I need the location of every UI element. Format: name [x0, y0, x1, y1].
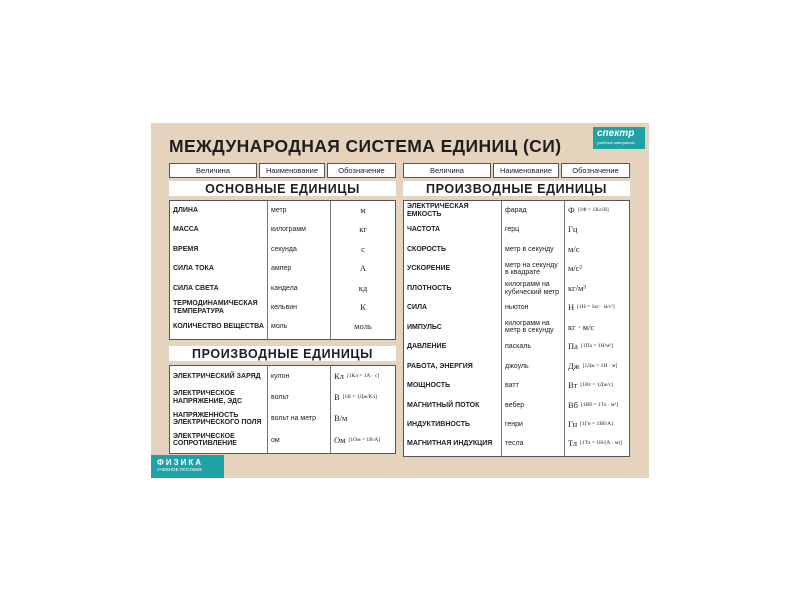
- unit-name-cell: [502, 220, 564, 239]
- unit-name-cell: [502, 337, 564, 356]
- unit-definition-text: [1В = 1Дж/Кл]: [342, 394, 377, 401]
- unit-symbol-cell: [331, 366, 395, 387]
- unit-definition-text: [1Па = 1Н/м²]: [580, 343, 613, 350]
- unit-name-text: ватт: [505, 382, 519, 390]
- quantity-text: СИЛА СВЕТА: [173, 284, 219, 292]
- unit-symbol-text: Па: [568, 341, 578, 352]
- unit-definition-text: [1Ом = 1В/А]: [348, 436, 381, 443]
- unit-name-cell: [502, 396, 564, 415]
- si-units-poster: [151, 123, 649, 478]
- unit-symbol-cell: [565, 298, 629, 317]
- unit-name-cell: [502, 279, 564, 298]
- quantity-text: КОЛИЧЕСТВО ВЕЩЕСТВА: [173, 323, 264, 331]
- unit-name-text: метр в секунду: [505, 245, 554, 253]
- unit-symbol-cell: [331, 259, 395, 278]
- quantity-cell: [170, 366, 267, 387]
- unit-definition-text: [1Кл = 1А · с]: [346, 372, 380, 379]
- header-quantity: Величина: [169, 163, 257, 178]
- quantity-text: СКОРОСТЬ: [407, 245, 446, 253]
- unit-symbol-text: Дж: [568, 360, 580, 371]
- unit-symbol-text: К: [360, 302, 366, 313]
- quantity-cell: [170, 279, 267, 298]
- unit-symbol-text: Тл: [568, 438, 578, 449]
- unit-name-cell: [268, 201, 330, 220]
- unit-symbol-cell: [331, 220, 395, 239]
- quantity-text: ИНДУКТИВНОСТЬ: [407, 420, 471, 428]
- quantity-text: ДЛИНА: [173, 206, 199, 214]
- unit-symbol-text: кг: [359, 224, 367, 235]
- quantity-column: [404, 201, 501, 456]
- unit-symbol-cell: [565, 279, 629, 298]
- unit-symbol-text: моль: [354, 321, 372, 332]
- section-title-derived-left: ПРОИЗВОДНЫЕ ЕДИНИЦЫ: [169, 346, 396, 361]
- unit-symbol-cell: [565, 376, 629, 395]
- unit-name-text: метр: [271, 206, 287, 214]
- logo-subtitle: учебные материалы: [597, 140, 635, 145]
- quantity-text: ЭЛЕКТРИЧЕСКОЕ НАПРЯЖЕНИЕ, ЭДС: [173, 390, 243, 405]
- unit-name-text: ом: [271, 436, 280, 444]
- unit-name-cell: [268, 259, 330, 278]
- unit-symbol-text: м: [360, 204, 366, 215]
- unit-symbol-cell: [331, 279, 395, 298]
- unit-symbol-text: Ом: [334, 434, 346, 445]
- quantity-text: ЭЛЕКТРИЧЕСКАЯ ЕМКОСТЬ: [407, 203, 469, 218]
- unit-definition-text: [1Ф = 1Кл/В]: [577, 206, 609, 213]
- unit-symbol-text: с: [361, 243, 365, 254]
- quantity-text: МАГНИТНАЯ ИНДУКЦИЯ: [407, 440, 493, 448]
- unit-name-cell: [268, 409, 330, 430]
- quantity-text: ИМПУЛЬС: [407, 323, 442, 331]
- unit-symbol-cell: [331, 201, 395, 220]
- unit-symbol-cell: [331, 430, 395, 451]
- unit-symbol-cell: [565, 337, 629, 356]
- unit-name-text: генри: [505, 420, 523, 428]
- unit-definition-text: [1Гн = 1Вб/А]: [580, 420, 614, 427]
- unit-symbol-text: м/с: [568, 243, 580, 254]
- symbol-column: [564, 201, 629, 456]
- unit-name-text: вольт на метр: [271, 415, 316, 423]
- unit-name-cell: [502, 434, 564, 453]
- section-title-derived-right: ПРОИЗВОДНЫЕ ЕДИНИЦЫ: [403, 181, 630, 196]
- unit-name-cell: [268, 430, 330, 451]
- unit-name-cell: [502, 357, 564, 376]
- quantity-cell: [170, 430, 267, 451]
- unit-name-cell: [268, 366, 330, 387]
- quantity-cell: [404, 357, 501, 376]
- unit-symbol-text: В: [334, 392, 340, 403]
- quantity-cell: [404, 337, 501, 356]
- left-column: [169, 163, 396, 454]
- right-column: [403, 163, 630, 457]
- unit-definition-text: [1Н = 1кг · м/с²]: [577, 304, 615, 311]
- unit-name-cell: [268, 298, 330, 317]
- base-units-table: [169, 200, 396, 340]
- quantity-cell: [404, 259, 501, 278]
- unit-definition-text: [1Вт = 1Дж/с]: [580, 382, 613, 389]
- logo-word: спектр: [597, 128, 635, 139]
- unit-name-text: вольт: [271, 394, 289, 402]
- unit-name-cell: [502, 376, 564, 395]
- unit-name-cell: [502, 298, 564, 317]
- quantity-cell: [404, 318, 501, 337]
- symbol-column: [330, 201, 395, 339]
- unit-name-cell: [502, 201, 564, 220]
- name-column: [267, 366, 330, 453]
- unit-symbol-cell: [565, 415, 629, 434]
- unit-symbol-cell: [565, 259, 629, 278]
- unit-symbol-text: Вт: [568, 380, 578, 391]
- unit-name-text: тесла: [505, 440, 524, 448]
- quantity-text: РАБОТА, ЭНЕРГИЯ: [407, 362, 473, 370]
- quantity-column: [170, 201, 267, 339]
- symbol-column: [330, 366, 395, 453]
- quantity-cell: [170, 220, 267, 239]
- unit-name-text: кельвин: [271, 304, 298, 312]
- unit-symbol-cell: [331, 387, 395, 408]
- quantity-text: ЭЛЕКТРИЧЕСКИЙ ЗАРЯД: [173, 372, 261, 380]
- unit-name-text: ньютон: [505, 304, 529, 312]
- unit-symbol-text: А: [359, 263, 367, 274]
- unit-name-cell: [502, 240, 564, 259]
- unit-name-text: секунда: [271, 245, 297, 253]
- badge-subtitle: УЧЕБНОЕ ПОСОБИЕ: [157, 467, 203, 472]
- section-title-base-units: ОСНОВНЫЕ ЕДИНИЦЫ: [169, 181, 396, 196]
- unit-symbol-text: м/с²: [568, 263, 583, 274]
- unit-name-cell: [502, 318, 564, 337]
- unit-symbol-text: кг · м/с: [568, 321, 595, 332]
- unit-symbol-text: Ф: [568, 204, 575, 215]
- unit-name-text: кандела: [271, 284, 298, 292]
- quantity-text: СИЛА: [407, 304, 428, 312]
- unit-name-cell: [502, 415, 564, 434]
- unit-name-text: паскаль: [505, 343, 532, 351]
- unit-name-text: килограмм на кубический метр: [505, 281, 560, 296]
- quantity-cell: [404, 220, 501, 239]
- name-column: [501, 201, 564, 456]
- quantity-text: НАПРЯЖЕННОСТЬ ЭЛЕКТРИЧЕСКОГО ПОЛЯ: [173, 411, 262, 427]
- unit-name-cell: [268, 387, 330, 408]
- header-name: Наименование: [493, 163, 559, 178]
- unit-name-cell: [268, 318, 330, 337]
- quantity-text: ВРЕМЯ: [173, 245, 199, 253]
- unit-symbol-cell: [331, 298, 395, 317]
- unit-symbol-cell: [565, 201, 629, 220]
- unit-symbol-cell: [565, 240, 629, 259]
- unit-name-text: моль: [271, 323, 288, 331]
- unit-symbol-text: Гц: [568, 224, 578, 235]
- unit-symbol-cell: [565, 434, 629, 453]
- quantity-text: МОЩНОСТЬ: [407, 382, 451, 390]
- unit-symbol-cell: [331, 318, 395, 337]
- unit-symbol-text: кг/м³: [568, 282, 586, 293]
- unit-symbol-cell: [565, 357, 629, 376]
- unit-symbol-cell: [565, 318, 629, 337]
- quantity-cell: [404, 415, 501, 434]
- unit-name-text: вебер: [505, 401, 525, 409]
- quantity-text: ДАВЛЕНИЕ: [407, 343, 447, 351]
- unit-name-text: килограмм: [271, 226, 306, 234]
- unit-symbol-text: Н: [568, 302, 575, 313]
- unit-definition-text: [1Дж = 1Н · м]: [582, 362, 618, 369]
- header-symbol: Обозначение: [561, 163, 630, 178]
- quantity-text: МАССА: [173, 226, 199, 234]
- quantity-cell: [170, 259, 267, 278]
- unit-name-cell: [268, 220, 330, 239]
- unit-symbol-cell: [331, 240, 395, 259]
- unit-name-text: метр на секунду в квадрате: [505, 261, 558, 277]
- publisher-logo: [593, 127, 645, 149]
- quantity-cell: [404, 279, 501, 298]
- unit-name-text: ампер: [271, 265, 292, 273]
- unit-name-cell: [268, 240, 330, 259]
- unit-symbol-text: Кл: [334, 370, 344, 381]
- right-header-row: [403, 163, 630, 178]
- quantity-text: ТЕРМОДИНАМИЧЕСКАЯ ТЕМПЕРАТУРА: [173, 300, 258, 315]
- header-symbol: Обозначение: [327, 163, 396, 178]
- quantity-column: [170, 366, 267, 453]
- unit-definition-text: [1Тл = 1Н/(А · м)]: [580, 440, 623, 447]
- quantity-text: ЭЛЕКТРИЧЕСКОЕ СОПРОТИВЛЕНИЕ: [173, 432, 237, 448]
- unit-name-text: фарад: [505, 206, 527, 214]
- unit-name-text: герц: [505, 226, 520, 234]
- unit-name-text: килограмм на метр в секунду: [505, 319, 554, 335]
- unit-symbol-text: Вб: [568, 399, 578, 410]
- quantity-text: УСКОРЕНИЕ: [407, 265, 451, 273]
- quantity-cell: [170, 201, 267, 220]
- quantity-cell: [170, 387, 267, 408]
- quantity-cell: [404, 396, 501, 415]
- unit-name-text: кулон: [271, 372, 290, 380]
- quantity-text: МАГНИТНЫЙ ПОТОК: [407, 401, 480, 409]
- quantity-cell: [404, 201, 501, 220]
- poster-title: МЕЖДУНАРОДНАЯ СИСТЕМА ЕДИНИЦ (СИ): [169, 136, 562, 156]
- subject-badge: [151, 455, 224, 478]
- unit-symbol-cell: [565, 220, 629, 239]
- quantity-cell: [170, 409, 267, 430]
- quantity-text: ЧАСТОТА: [407, 226, 441, 234]
- quantity-text: ПЛОТНОСТЬ: [407, 284, 452, 292]
- name-column: [267, 201, 330, 339]
- unit-symbol-cell: [565, 396, 629, 415]
- badge-title: ФИЗИКА: [157, 458, 203, 467]
- unit-symbol-text: В/м: [334, 413, 348, 424]
- derived-units-right-table: [403, 200, 630, 457]
- header-quantity: Величина: [403, 163, 491, 178]
- quantity-cell: [404, 434, 501, 453]
- quantity-cell: [170, 318, 267, 337]
- quantity-cell: [170, 240, 267, 259]
- unit-definition-text: [1Вб = 1Тл · м²]: [581, 401, 619, 408]
- header-name: Наименование: [259, 163, 325, 178]
- unit-symbol-cell: [331, 409, 395, 430]
- quantity-cell: [170, 298, 267, 317]
- unit-symbol-text: Гн: [568, 418, 578, 429]
- unit-name-text: джоуль: [505, 362, 529, 370]
- unit-name-cell: [502, 259, 564, 278]
- unit-symbol-text: кд: [358, 282, 368, 293]
- quantity-cell: [404, 298, 501, 317]
- left-header-row: [169, 163, 396, 178]
- quantity-cell: [404, 376, 501, 395]
- derived-units-left-table: [169, 365, 396, 454]
- quantity-cell: [404, 240, 501, 259]
- quantity-text: СИЛА ТОКА: [173, 265, 214, 273]
- unit-name-cell: [268, 279, 330, 298]
